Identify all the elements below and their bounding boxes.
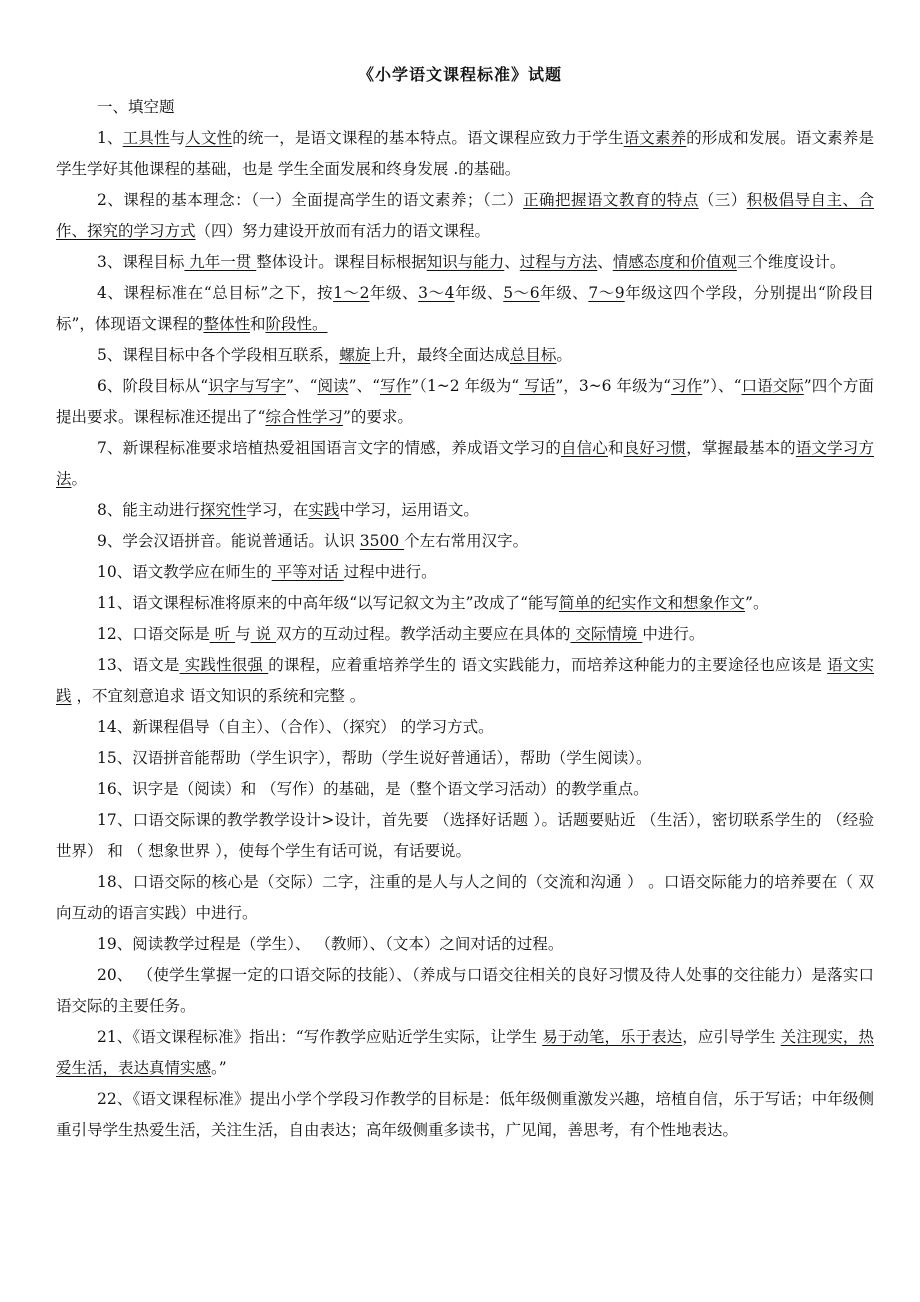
question-item xyxy=(56,619,874,650)
question-item xyxy=(56,774,874,805)
question-text: 。 xyxy=(71,470,88,488)
question-text: 9、学会汉语拼音。能说普通话。认识 xyxy=(97,532,360,550)
answer-blank: 阶段性。 xyxy=(265,315,328,333)
question-text: 的统一，是语文课程的基本特点。语文课程应致力于学生 xyxy=(232,129,624,147)
question-text: （四）努力建设开放而有活力的语文课程。 xyxy=(195,222,491,240)
question-text: 8、能主动进行 xyxy=(97,501,200,519)
answer-blank: 正确把握语文教育的特点 xyxy=(523,191,699,209)
answer-blank: 写作 xyxy=(380,377,412,395)
question-text: 18、口语交际的核心是（交际）二字，注重的是人与人之间的（交流和沟通 ） 。口语交际能力的培养要在（ 双向互动的语言实践）中进行。 xyxy=(56,873,874,922)
question-text: ，掌握最基本的 xyxy=(686,439,796,457)
question-text: 的形成和发展。语文素养是学生学好其他课程的基础，也是 学生全面发展和终身发展 .的基础。 xyxy=(56,129,874,178)
question-text: 和 xyxy=(249,315,266,333)
question-item xyxy=(56,960,874,1022)
question-text: 14、新课程倡导（自主）、（合作）、（探究） 的学习方式。 xyxy=(97,718,494,736)
question-text: 双方的互动过程。教学活动主要应在具体的 xyxy=(275,625,571,643)
question-text: 年级、 xyxy=(369,284,419,302)
question-text: 中学习，运用语文。 xyxy=(339,501,479,519)
question-text: 17、口语交际课的教学教学设计>设计，首先要 （选择好话题 ）。话题要贴近 （生活），密切联系学生的 （经验世界） 和 （ 想象世界 ），使每个学生有话可说，有话要说。 xyxy=(56,811,874,860)
question-item xyxy=(56,433,874,495)
question-text: （三） xyxy=(698,191,747,209)
question-text: 整体设计。课程目标根据 xyxy=(256,253,427,271)
question-item xyxy=(56,743,874,774)
question-item xyxy=(56,588,874,619)
question-text: ”、“ xyxy=(348,377,381,395)
answer-blank: 听 xyxy=(209,625,236,643)
answer-blank: 习作 xyxy=(671,377,703,395)
question-text: ”（1~2 年级为“ xyxy=(411,377,520,395)
answer-blank: 1～2 xyxy=(333,284,370,302)
question-text: 20、 （使学生掌握一定的口语交际的技能）、（养成与口语交往相关的良好习惯及待人处事的交往能力）是落实口语交际的主要任务。 xyxy=(56,966,874,1015)
question-text: 和 xyxy=(607,439,624,457)
answer-blank: 写话 xyxy=(519,377,556,395)
question-item xyxy=(56,867,874,929)
section-heading: 一、填空题 xyxy=(97,98,175,116)
question-text: 上升，最终全面达成 xyxy=(370,346,510,364)
question-text: 13、语文是 xyxy=(97,656,180,674)
answer-blank: 平等对话 xyxy=(271,563,344,581)
question-text: 7、新课程标准要求培植热爱祖国语言文字的情感，养成语文学习的 xyxy=(97,439,561,457)
question-item xyxy=(56,650,874,712)
question-text: 的课程，应着重培养学生的 语文实践能力，而培养这种能力的主要途径也应该是 xyxy=(268,656,828,674)
answer-blank: 交际情境 xyxy=(570,625,643,643)
answer-blank: 过程与方法 xyxy=(519,253,598,271)
answer-blank: 情感态度和价值观 xyxy=(612,253,737,271)
question-text: 22、《语文课程标准》提出小学个学段习作教学的目标是：低年级侧重激发兴趣，培植自信，乐于写话；中年级侧重引导学生热爱生活，关注生活，自由表达；高年级侧重多读书，广见闻，善思考，有个性地表达。 xyxy=(56,1090,874,1139)
question-text: 、 xyxy=(504,253,520,271)
answer-blank: 语文学习方法 xyxy=(56,439,874,488)
answer-blank: 7～9 xyxy=(588,284,625,302)
question-text: 11、语文课程标准将原来的中高年级“以写记叙文为主”改成了“能写 xyxy=(97,594,559,612)
question-text: 学习，在 xyxy=(246,501,309,519)
question-item xyxy=(56,1084,874,1146)
question-item xyxy=(56,557,874,588)
question-text: 中进行。 xyxy=(642,625,705,643)
answer-blank: 螺旋 xyxy=(339,346,371,364)
question-text: 年级这四个学段，分别提出“阶段目标”，体现语文课程的 xyxy=(56,284,874,333)
question-text: 6、阶段目标从“ xyxy=(97,377,209,395)
question-item xyxy=(56,123,874,185)
answer-blank: 良好习惯 xyxy=(623,439,687,457)
answer-blank: 简单的纪实作文和想象作文 xyxy=(559,594,746,612)
question-text: ”、“ xyxy=(285,377,318,395)
question-text: 2、课程的基本理念：（一）全面提高学生的语文素养；（二） xyxy=(97,191,524,209)
question-item xyxy=(56,929,874,960)
answer-blank: 易于动笔，乐于表达 xyxy=(542,1028,683,1046)
answer-blank: 实践性很强 xyxy=(179,656,269,674)
question-text: ，应引导学生 xyxy=(682,1028,781,1046)
answer-blank: 语文实践 xyxy=(56,656,874,705)
question-text: ”，3~6 年级为“ xyxy=(555,377,672,395)
question-text: 19、阅读教学过程是（学生）、 （教师）、（文本）之间对话的过程。 xyxy=(97,935,564,953)
answer-blank: 5～6 xyxy=(503,284,540,302)
answer-blank: 知识与能力 xyxy=(426,253,505,271)
answer-blank: 整体性 xyxy=(203,315,250,333)
answer-blank: 积极倡导自主、合作、探究的学习方式 xyxy=(56,191,874,240)
question-item xyxy=(56,185,874,247)
answer-blank: 探究性 xyxy=(199,501,247,519)
question-text: 三个维度设计。 xyxy=(736,253,846,271)
page-title: 《小学语文课程标准》试题 xyxy=(357,65,562,84)
answer-blank: 3500 xyxy=(359,532,405,550)
answer-blank: 语文素养 xyxy=(623,129,687,147)
question-list xyxy=(56,123,874,1146)
question-item xyxy=(56,805,874,867)
answer-blank: 工具性 xyxy=(122,129,170,147)
answer-blank: 九年一贯 xyxy=(184,253,257,271)
answer-blank: 阅读 xyxy=(317,377,349,395)
answer-blank: 关注现实，热爱生活，表达真情实感 xyxy=(56,1028,874,1077)
answer-blank: 综合性学习 xyxy=(265,408,343,426)
question-text: 3、课程目标 xyxy=(97,253,185,271)
answer-blank: 3～4 xyxy=(418,284,455,302)
question-text: 4、课程标准在“总目标”之下，按 xyxy=(97,284,334,302)
question-text: 年级、 xyxy=(539,284,589,302)
question-text: 5、课程目标中各个学段相互联系， xyxy=(97,346,340,364)
answer-blank: 口语交际 xyxy=(741,377,804,395)
question-text: 、 xyxy=(597,253,613,271)
question-text: ”）、“ xyxy=(702,377,742,395)
question-text: 。” xyxy=(211,1059,227,1077)
question-text: 与 xyxy=(169,129,186,147)
question-text: 与 xyxy=(235,625,251,643)
answer-blank: 识字与写字 xyxy=(208,377,286,395)
question-text: 21、《语文课程标准》指出：“写作教学应贴近学生实际，让学生 xyxy=(97,1028,543,1046)
document-body xyxy=(56,92,874,1146)
question-text: 15、汉语拼音能帮助（学生识字），帮助（学生说好普通话），帮助（学生阅读）。 xyxy=(97,749,652,767)
question-text: 10、语文教学应在师生的 xyxy=(97,563,272,581)
question-item xyxy=(56,247,874,278)
question-text: 16、识字是（阅读）和 （写作）的基础，是（整个语文学习活动）的教学重点。 xyxy=(97,780,649,798)
answer-blank: 人文性 xyxy=(185,129,233,147)
question-item xyxy=(56,278,874,340)
answer-blank: 自信心 xyxy=(560,439,608,457)
question-item xyxy=(56,1022,874,1084)
question-text: 过程中进行。 xyxy=(343,563,437,581)
question-text: 1、 xyxy=(97,129,123,147)
question-text: 12、口语交际是 xyxy=(97,625,210,643)
question-item xyxy=(56,340,874,371)
question-item xyxy=(56,371,874,433)
question-text: 年级、 xyxy=(454,284,504,302)
question-item xyxy=(56,526,874,557)
question-text: ”。 xyxy=(745,594,769,612)
question-text: 个左右常用汉字。 xyxy=(404,532,529,550)
question-item xyxy=(56,495,874,526)
question-text: ”的要求。 xyxy=(342,408,413,426)
question-text: ，不宜刻意追求 语文知识的系统和完整 。 xyxy=(71,687,366,705)
question-text: ”四个方面提出要求。课程标准还提出了“ xyxy=(56,377,874,426)
question-item xyxy=(56,712,874,743)
answer-blank: 说 xyxy=(250,625,276,643)
answer-blank: 实践 xyxy=(308,501,340,519)
question-text: 。 xyxy=(556,346,572,364)
answer-blank: 总目标 xyxy=(509,346,557,364)
